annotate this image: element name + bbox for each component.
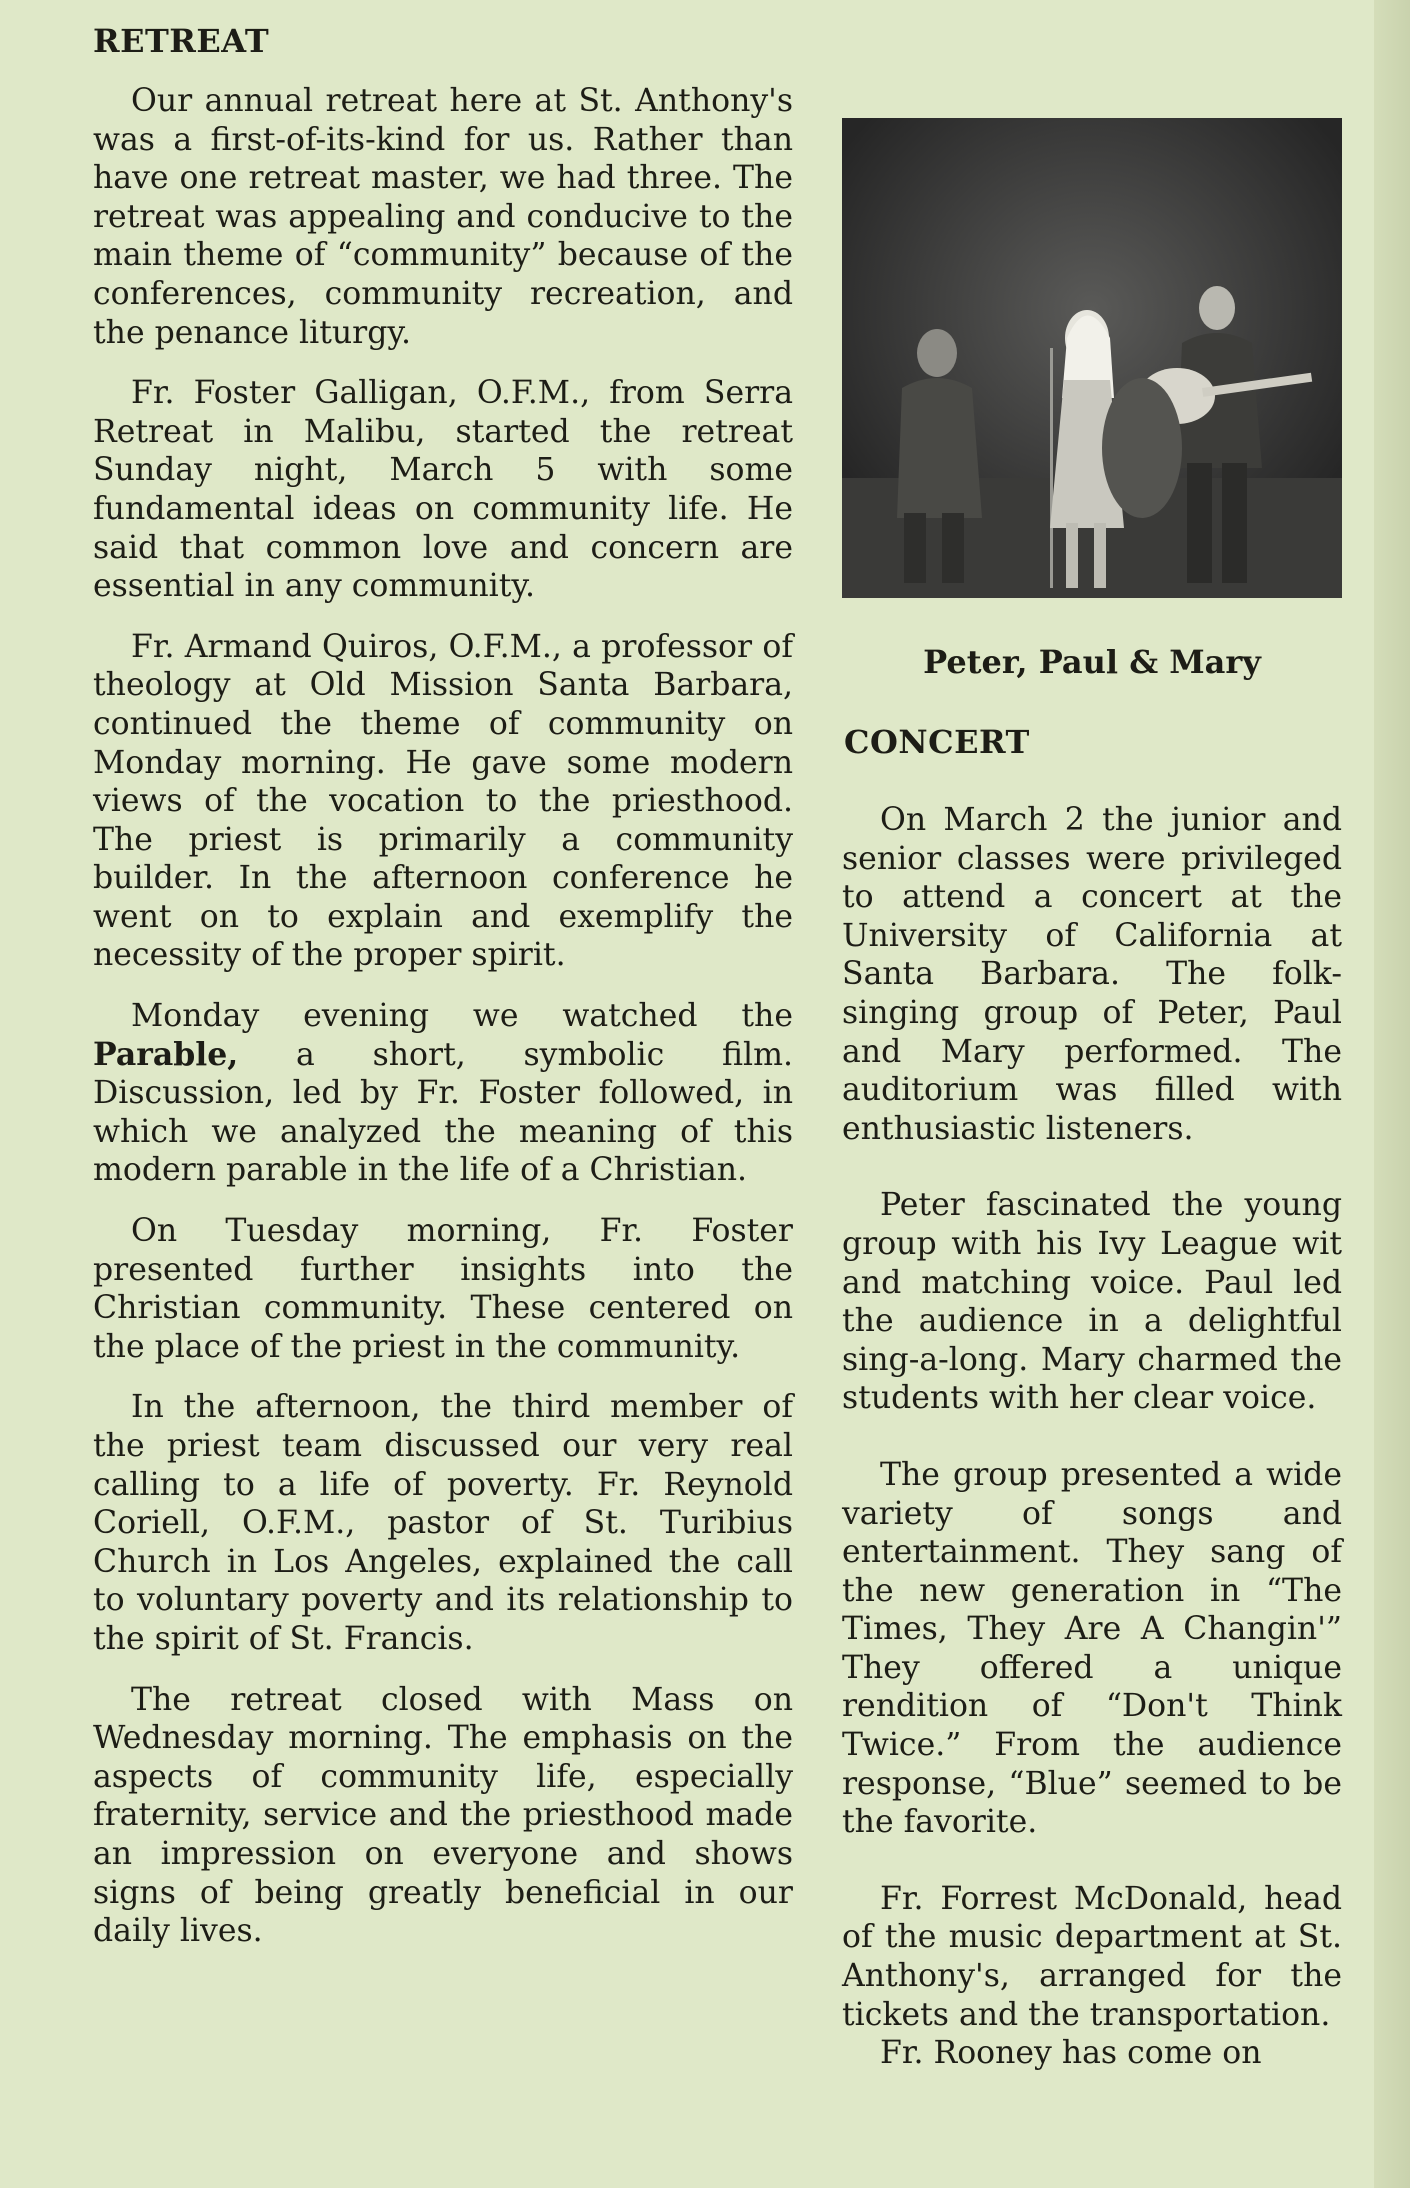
retreat-paragraph-5: On Tuesday morning, Fr. Foster presented further insights into the Christian community. These centered on the place of the priest in the community. (93, 1213, 793, 1365)
concert-paragraph-4: Fr. Forrest McDonald, head of the music department at St. Anthony's, arranged for the tickets and the transportation. (842, 1880, 1342, 2033)
retreat-paragraph-1: Our annual retreat here at St. Anthony's was a first-of-its-kind for us. Rather than have one retreat master, we had three. The retreat was appealing and conducive to the main theme of “community” because of the conferences, community recreation, and the penance liturgy. (93, 83, 793, 351)
retreat-paragraph-6: In the afternoon, the third member of the priest team discussed our very real calling to a life of poverty. Fr. Reynold Coriell, O.F.M., pastor of St. Turibius Church in Los Angeles, explained the call to voluntary poverty and its relationship to the spirit of St. Francis. (93, 1389, 793, 1657)
retreat-heading: RETREAT (93, 22, 270, 60)
concert-paragraph-1: On March 2 the junior and senior classes were privileged to attend a concert at the University of California at Santa Barbara. The folk-singing group of Peter, Paul and Mary performed. The auditorium was filled with enthusiastic listeners. (842, 802, 1342, 1147)
performers-photo (842, 118, 1342, 598)
concert-heading: CONCERT (844, 723, 1030, 761)
concert-paragraph-3: The group presented a wide variety of songs and entertainment. They sang of the new generation in “The Times, They Are A Changin'” They offered a unique rendition of “Don't Think Twice.” From the audience response, “Blue” seemed to be the favorite. (842, 1456, 1342, 1841)
retreat-p4-end: a short, symbolic film. Discussion, led by Fr. Foster followed, in which we analyzed the meaning of this modern parable in the life of a Christian. (93, 1036, 794, 1189)
concert-photo (842, 118, 1342, 598)
concert-paragraph-2: Peter fascinated the young group with his Ivy League wit and matching voice. Paul led the audience in a delightful sing-a-long. Mary charmed the students with her clear voice. (842, 1187, 1342, 1417)
parable-title: Parable, (93, 1035, 239, 1073)
retreat-article (93, 22, 793, 1951)
concert-paragraph-5: Fr. Rooney has come on (880, 2035, 1262, 2072)
concert-column (842, 118, 1342, 2073)
retreat-p4-start: Monday evening we watched the (131, 998, 793, 1035)
photo-caption: Peter, Paul & Mary (923, 643, 1261, 681)
retreat-paragraph-4 (93, 997, 793, 1190)
retreat-paragraph-3: Fr. Armand Quiros, O.F.M., a professor of theology at Old Mission Santa Barbara, continued the theme of community on Monday morning. He gave some modern views of the vocation to the priesthood. The priest is primarily a community builder. In the afternoon conference he went on to explain and exemplify the necessity of the proper spirit. (93, 628, 793, 974)
retreat-paragraph-7: The retreat closed with Mass on Wednesday morning. The emphasis on the aspects of community life, especially fraternity, service and the priesthood made an impression on everyone and shows signs of being greatly beneficial in our daily lives. (93, 1681, 793, 1950)
page-edge (1374, 0, 1410, 2188)
retreat-paragraph-2: Fr. Foster Galligan, O.F.M., from Serra Retreat in Malibu, started the retreat Sunday night, March 5 with some fundamental ideas on community life. He said that common love and concern are essential in any community. (93, 375, 793, 605)
